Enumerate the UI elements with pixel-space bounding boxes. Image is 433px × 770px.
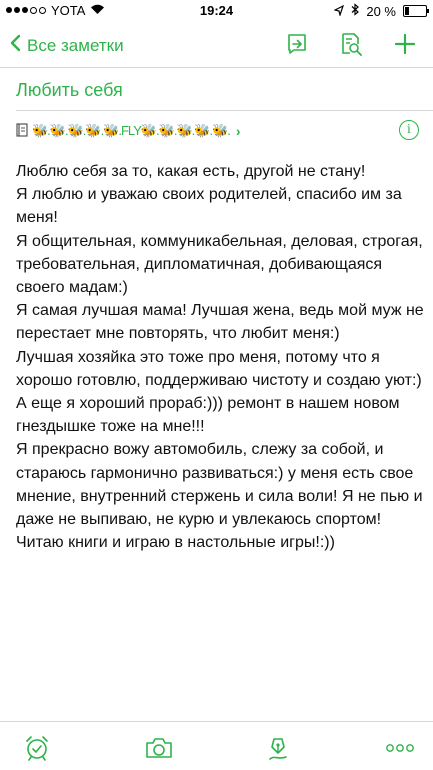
carrier-label: YOTA	[51, 3, 86, 18]
bluetooth-icon	[351, 3, 359, 19]
notebook-icon	[16, 123, 28, 140]
battery-icon	[403, 5, 427, 17]
handwriting-pen-icon[interactable]	[264, 734, 292, 762]
info-icon[interactable]: i	[399, 120, 419, 140]
status-time: 19:24	[199, 3, 234, 18]
plus-icon[interactable]	[391, 30, 419, 58]
back-button[interactable]	[10, 34, 124, 57]
chevron-right-icon: ›	[235, 123, 241, 139]
location-arrow-icon	[334, 4, 344, 19]
chevron-left-icon	[10, 34, 21, 57]
status-bar	[0, 0, 433, 22]
navigation-bar	[0, 22, 433, 68]
note-title[interactable]: Любить себя	[16, 80, 123, 100]
back-button-label: Все заметки	[27, 35, 124, 55]
camera-icon[interactable]	[145, 734, 173, 762]
bottom-toolbar	[0, 722, 433, 770]
battery-percent: 20 %	[366, 3, 396, 19]
reminder-alarm-icon[interactable]	[23, 734, 51, 762]
notebook-selector[interactable]	[16, 123, 241, 140]
more-dots-icon[interactable]	[385, 734, 415, 762]
status-right	[334, 3, 427, 19]
search-in-note-icon[interactable]	[337, 30, 365, 58]
notebook-name: 🐝.🐝.🐝.🐝.🐝.FLY🐝.🐝.🐝.🐝.🐝.	[32, 123, 230, 138]
title-divider	[16, 110, 433, 111]
notebook-row	[16, 120, 419, 142]
nav-divider	[0, 67, 433, 68]
note-body[interactable]: Люблю себя за то, какая есть, другой не стану! Я люблю и уважаю своих родителей, спасибо им за меня! Я общительная, коммуникабельная, деловая, строгая, требовательная, дипломатичная, добивающаяся своего мадам:) Я самая лучшая мама! Лучшая жена, ведь мой муж не перестает мне повторять, что любит меня:) Лучшая хозяйка это тоже про меня, потому что я хорошо готовлю, поддерживаю чистоту и создаю уют:) А еще я хороший прораб:))) ремонт в нашем новом гнездышке тоже на мне!!! Я прекрасно вожу автомобиль, слежу за собой, и стараюсь гармонично развиваться:) у меня есть свое мнение, внутренний стержень и сила воли! Я не пью и даже не выпиваю, не курю и увлекаюсь спортом! Читаю книги и играю в настольные игры!:))	[16, 163, 424, 552]
share-icon[interactable]	[283, 30, 311, 58]
